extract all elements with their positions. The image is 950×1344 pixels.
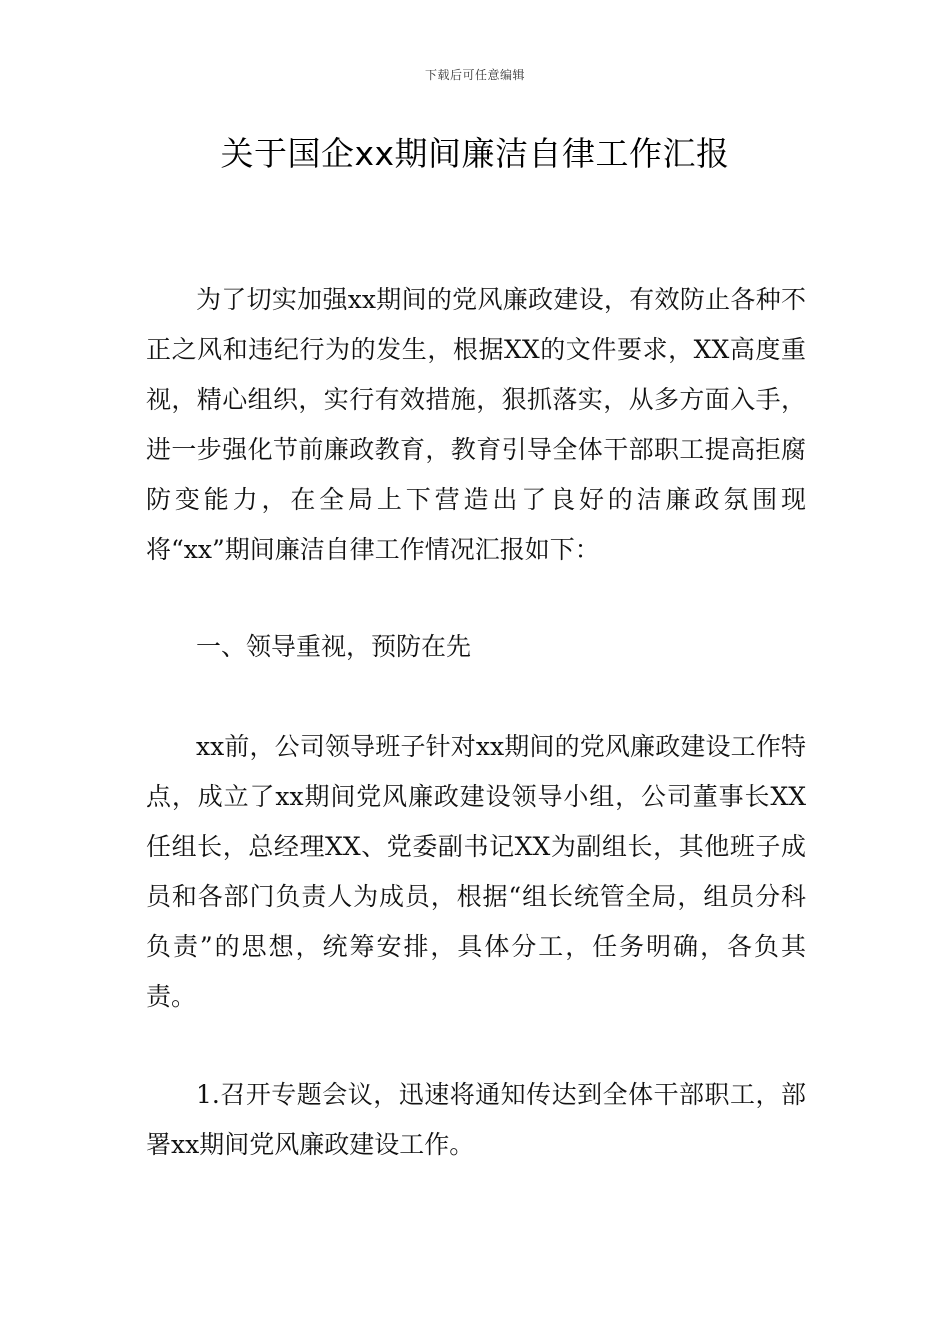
paragraph-leadership: xx前，公司领导班子针对xx期间的党风廉政建设工作特点，成立了xx期间党风廉政建设领导小组，公司董事长XX任组长，总经理XX、党委副书记XX为副组长，其他班子成员和各部门负责人为成员，根据“组长统管全局，组员分科负责”的思想，统筹安排，具体分工，任务明确，各负其责。 — [146, 732, 806, 1011]
paragraph-intro: 为了切实加强xx期间的党风廉政建设，有效防止各种不正之风和违纪行为的发生，根据XX的文件要求，XX高度重视，精心组织，实行有效措施，狠抓落实，从多方面入手，进一步强化节前廉政教育，教育引导全体干部职工提高拒腐防变能力，在全局上下营造出了良好的洁廉政氛围现将“xx”期间廉洁自律工作情况汇报如下： — [146, 285, 806, 564]
header-note: 下载后可任意编辑 — [424, 68, 525, 82]
section-heading-1: 一、领导重视，预防在先 — [196, 632, 472, 661]
paragraph-item-1: 1.召开专题会议，迅速将通知传达到全体干部职工，部署xx期间党风廉政建设工作。 — [146, 1080, 806, 1159]
document-title: 关于国企xx期间廉洁自律工作汇报 — [220, 134, 730, 173]
